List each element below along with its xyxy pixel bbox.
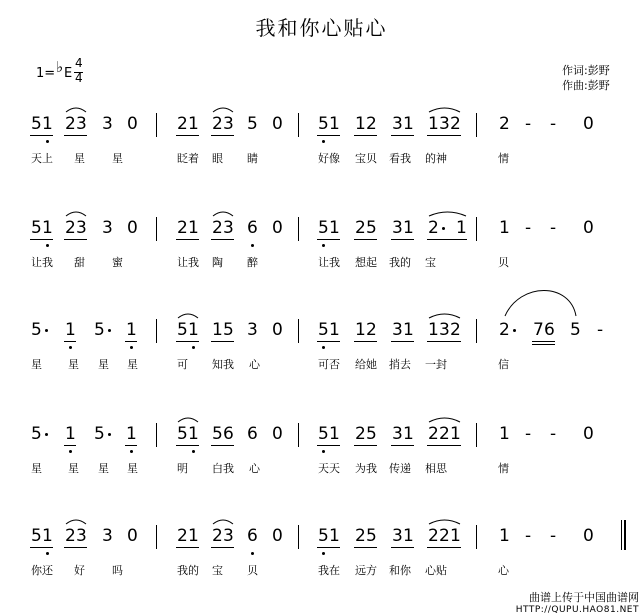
lyric-syllable: 贝 bbox=[247, 564, 258, 577]
note-token: - bbox=[525, 114, 532, 134]
note-token: - bbox=[525, 526, 532, 546]
note-token: 1 bbox=[329, 526, 340, 546]
note-token: 1 bbox=[188, 218, 199, 238]
note-token: 5 bbox=[177, 424, 188, 444]
lyric-syllable: 星 bbox=[31, 462, 42, 475]
note-token: 5 bbox=[318, 424, 329, 444]
note-token: - bbox=[550, 114, 557, 134]
note-token: 2 bbox=[212, 114, 223, 134]
key-note: E bbox=[64, 66, 73, 81]
lyric-syllable: 明 bbox=[177, 462, 188, 475]
lyric-syllable: 传递 bbox=[389, 462, 411, 475]
note-token: 3 bbox=[392, 526, 403, 546]
lyric-syllable: 心 bbox=[249, 358, 260, 371]
note-token: 6 bbox=[247, 218, 258, 238]
note-token: 1 bbox=[329, 424, 340, 444]
note-token: 1 bbox=[126, 320, 137, 340]
note-token: 1 bbox=[329, 320, 340, 340]
note-token: 0 bbox=[272, 526, 283, 546]
note-token: 2 bbox=[450, 114, 461, 134]
lyric-syllable: 星 bbox=[127, 462, 138, 475]
lyric-syllable: 我的 bbox=[177, 564, 199, 577]
lyric-syllable: 星 bbox=[31, 358, 42, 371]
note-token: 3 bbox=[76, 526, 87, 546]
note-token: 5 bbox=[212, 424, 223, 444]
note-token: 5 bbox=[247, 114, 258, 134]
slur bbox=[429, 520, 460, 524]
lyric-syllable: 星 bbox=[98, 462, 109, 475]
note-token: 1 bbox=[42, 526, 53, 546]
note-token: 3 bbox=[223, 526, 234, 546]
note-token: 1 bbox=[355, 320, 366, 340]
lyric-syllable: 星 bbox=[127, 358, 138, 371]
note-token: 0 bbox=[272, 320, 283, 340]
slur bbox=[213, 108, 233, 112]
note-token: 2 bbox=[450, 320, 461, 340]
note-token: 2 bbox=[212, 526, 223, 546]
time-signature-top: 4 bbox=[75, 56, 83, 70]
lyric-syllable: 相思 bbox=[425, 462, 447, 475]
slur bbox=[429, 212, 466, 216]
note-token: 2 bbox=[355, 218, 366, 238]
lyric-syllable: 陶 bbox=[212, 256, 223, 269]
note-token: 2 bbox=[499, 114, 510, 134]
lyric-syllable: 情 bbox=[498, 462, 509, 475]
note-token: 1 bbox=[403, 320, 414, 340]
note-token: 1 bbox=[403, 218, 414, 238]
lyric-syllable: 宝 bbox=[212, 564, 223, 577]
note-token: - bbox=[550, 526, 557, 546]
note-token: 0 bbox=[272, 218, 283, 238]
lyric-syllable: 我在 bbox=[318, 564, 340, 577]
key-prefix: 1= bbox=[36, 66, 56, 81]
note-token: 1 bbox=[42, 114, 53, 134]
lyric-syllable: 星 bbox=[98, 358, 109, 371]
note-token: - bbox=[550, 424, 557, 444]
note-token: 2 bbox=[366, 320, 377, 340]
lyric-syllable: 眼 bbox=[212, 152, 223, 165]
note-token: 5 bbox=[223, 320, 234, 340]
lyric-syllable: 心 bbox=[498, 564, 509, 577]
lyric-syllable: 宝 bbox=[425, 256, 436, 269]
note-token: 1 bbox=[428, 320, 439, 340]
phrase-slur bbox=[505, 291, 576, 317]
note-token: 2 bbox=[428, 424, 439, 444]
note-token: - bbox=[525, 424, 532, 444]
note-token: 0 bbox=[583, 424, 594, 444]
note-token: 1 bbox=[65, 320, 76, 340]
note-token: 3 bbox=[392, 320, 403, 340]
note-token: 2 bbox=[177, 114, 188, 134]
note-token: 5 bbox=[570, 320, 581, 340]
lyric-syllable: 你还 bbox=[31, 564, 53, 577]
note-token: 3 bbox=[439, 114, 450, 134]
lyric-syllable: 贝 bbox=[498, 256, 509, 269]
note-token: 5 bbox=[94, 424, 105, 444]
note-token: 0 bbox=[272, 424, 283, 444]
lyric-syllable: 星 bbox=[68, 358, 79, 371]
note-token: 3 bbox=[439, 320, 450, 340]
lyric-syllable: 远方 bbox=[355, 564, 377, 577]
slur bbox=[66, 520, 86, 524]
note-token: 5 bbox=[31, 424, 42, 444]
lyric-syllable: 让我 bbox=[31, 256, 53, 269]
lyric-syllable: 心 bbox=[249, 462, 260, 475]
note-token: 3 bbox=[76, 114, 87, 134]
note-token: 1 bbox=[428, 114, 439, 134]
slur bbox=[66, 108, 86, 112]
note-token: 2 bbox=[366, 114, 377, 134]
note-token: 1 bbox=[329, 218, 340, 238]
flat-symbol: ♭ bbox=[56, 58, 64, 76]
note-token: 1 bbox=[65, 424, 76, 444]
note-token: 0 bbox=[583, 526, 594, 546]
note-token: 0 bbox=[127, 526, 138, 546]
lyric-syllable: 宝贝 bbox=[355, 152, 377, 165]
composer-credit: 作曲:彭野 bbox=[562, 79, 610, 92]
lyric-syllable: 蜜 bbox=[112, 256, 123, 269]
note-token: 0 bbox=[583, 218, 594, 238]
slur bbox=[66, 212, 86, 216]
lyric-syllable: 情 bbox=[498, 152, 509, 165]
lyric-syllable: 可否 bbox=[318, 358, 340, 371]
note-token: 1 bbox=[355, 114, 366, 134]
note-token: 5 bbox=[94, 320, 105, 340]
note-token: 3 bbox=[223, 114, 234, 134]
slur bbox=[429, 418, 460, 422]
note-token: 2 bbox=[428, 218, 439, 238]
footer-line1: 曲谱上传于中国曲谱网 bbox=[529, 591, 639, 604]
lyric-syllable: 星 bbox=[68, 462, 79, 475]
lyric-syllable: 信 bbox=[498, 358, 509, 371]
note-token: 5 bbox=[31, 320, 42, 340]
lyric-syllable: 一封 bbox=[425, 358, 447, 371]
note-token: 2 bbox=[428, 526, 439, 546]
note-token: 2 bbox=[212, 218, 223, 238]
note-token: 0 bbox=[127, 218, 138, 238]
lyric-syllable: 白我 bbox=[212, 462, 234, 475]
note-token: 5 bbox=[366, 218, 377, 238]
note-token: 1 bbox=[329, 114, 340, 134]
note-token: 1 bbox=[188, 114, 199, 134]
note-token: 2 bbox=[439, 526, 450, 546]
footer-line2: HTTP://QUPU.HAO81.NET bbox=[515, 605, 639, 615]
note-token: 1 bbox=[403, 526, 414, 546]
lyric-syllable: 为我 bbox=[355, 462, 377, 475]
lyric-syllable: 捎去 bbox=[389, 358, 411, 371]
note-token: 3 bbox=[102, 218, 113, 238]
slur bbox=[429, 108, 460, 112]
note-token: 2 bbox=[177, 526, 188, 546]
note-token: 3 bbox=[392, 218, 403, 238]
note-token: 2 bbox=[65, 526, 76, 546]
note-token: 2 bbox=[177, 218, 188, 238]
slur bbox=[178, 418, 198, 422]
note-token: 5 bbox=[31, 526, 42, 546]
note-token: 1 bbox=[212, 320, 223, 340]
note-token: 1 bbox=[499, 526, 510, 546]
lyric-syllable: 甜 bbox=[74, 256, 85, 269]
note-token: 1 bbox=[188, 526, 199, 546]
lyric-syllable: 星 bbox=[74, 152, 85, 165]
lyric-syllable: 想起 bbox=[355, 256, 377, 269]
note-token: 1 bbox=[126, 424, 137, 444]
note-token: 6 bbox=[247, 424, 258, 444]
note-token: 5 bbox=[366, 526, 377, 546]
lyric-syllable: 吗 bbox=[112, 564, 123, 577]
note-token: 5 bbox=[318, 218, 329, 238]
lyric-syllable: 我的 bbox=[389, 256, 411, 269]
note-token: 1 bbox=[499, 218, 510, 238]
note-token: 5 bbox=[318, 526, 329, 546]
lyric-syllable: 好像 bbox=[318, 152, 340, 165]
lyric-syllable: 天上 bbox=[31, 152, 53, 165]
note-token: - bbox=[550, 218, 557, 238]
lyric-syllable: 好 bbox=[74, 564, 85, 577]
lyric-syllable: 让我 bbox=[177, 256, 199, 269]
lyric-syllable: 眨着 bbox=[177, 152, 199, 165]
lyric-syllable: 心贴 bbox=[425, 564, 447, 577]
lyric-syllable: 天天 bbox=[318, 462, 340, 475]
note-token: 6 bbox=[544, 320, 555, 340]
note-token: 6 bbox=[223, 424, 234, 444]
note-token: 2 bbox=[439, 424, 450, 444]
note-token: 1 bbox=[42, 218, 53, 238]
note-token: 2 bbox=[499, 320, 510, 340]
song-title: 我和你心贴心 bbox=[255, 16, 388, 40]
lyricist-credit: 作词:彭野 bbox=[562, 64, 610, 77]
note-token: 6 bbox=[247, 526, 258, 546]
note-token: 1 bbox=[456, 218, 467, 238]
note-token: 3 bbox=[392, 114, 403, 134]
note-token: 5 bbox=[177, 320, 188, 340]
slur bbox=[178, 314, 198, 318]
note-token: 2 bbox=[65, 218, 76, 238]
note-token: 3 bbox=[392, 424, 403, 444]
note-token: 5 bbox=[318, 114, 329, 134]
note-token: 2 bbox=[65, 114, 76, 134]
note-token: 1 bbox=[499, 424, 510, 444]
note-token: 5 bbox=[31, 114, 42, 134]
slur bbox=[213, 520, 233, 524]
note-token: 2 bbox=[355, 424, 366, 444]
note-token: 5 bbox=[318, 320, 329, 340]
lyric-syllable: 看我 bbox=[389, 152, 411, 165]
note-token: 1 bbox=[403, 114, 414, 134]
note-token: 0 bbox=[272, 114, 283, 134]
note-token: 3 bbox=[223, 218, 234, 238]
note-token: - bbox=[597, 320, 604, 340]
lyric-syllable: 的神 bbox=[425, 152, 447, 165]
note-token: 2 bbox=[355, 526, 366, 546]
note-token: 0 bbox=[583, 114, 594, 134]
note-token: 1 bbox=[188, 320, 199, 340]
note-token: 3 bbox=[102, 526, 113, 546]
lyric-syllable: 可 bbox=[177, 358, 188, 371]
note-token: 5 bbox=[31, 218, 42, 238]
lyric-syllable: 醉 bbox=[247, 256, 258, 269]
note-token: 3 bbox=[247, 320, 258, 340]
note-token: 7 bbox=[533, 320, 544, 340]
slur bbox=[429, 314, 460, 318]
note-token: 1 bbox=[403, 424, 414, 444]
lyric-syllable: 让我 bbox=[318, 256, 340, 269]
lyric-syllable: 给她 bbox=[355, 358, 377, 371]
time-signature-bottom: 4 bbox=[75, 71, 83, 85]
note-token: 5 bbox=[366, 424, 377, 444]
slur bbox=[213, 212, 233, 216]
note-token: 3 bbox=[76, 218, 87, 238]
note-token: - bbox=[525, 218, 532, 238]
note-token: 0 bbox=[127, 114, 138, 134]
lyric-syllable: 知我 bbox=[212, 358, 234, 371]
lyric-syllable: 睛 bbox=[247, 152, 258, 165]
lyric-syllable: 星 bbox=[112, 152, 123, 165]
note-token: 3 bbox=[102, 114, 113, 134]
note-token: 1 bbox=[450, 424, 461, 444]
note-token: 1 bbox=[188, 424, 199, 444]
lyric-syllable: 和你 bbox=[389, 564, 411, 577]
note-token: 1 bbox=[450, 526, 461, 546]
